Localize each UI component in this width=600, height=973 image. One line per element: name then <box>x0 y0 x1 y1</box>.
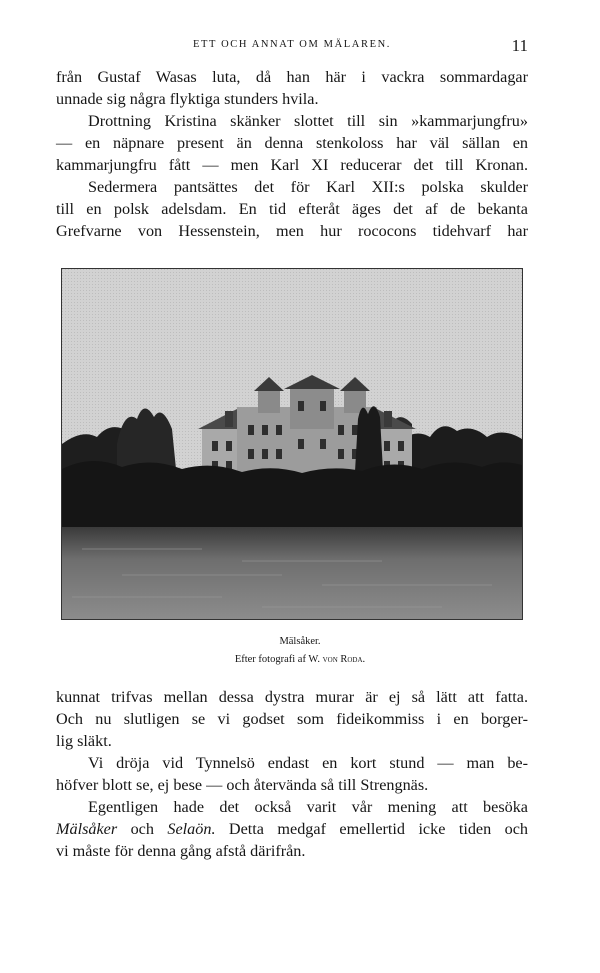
paragraph-tynnelso <box>56 752 528 796</box>
text-line: kunnat trifvas mellan dessa dystra murar är ej så lätt att fatta. <box>56 688 528 706</box>
page-number: 11 <box>511 36 528 55</box>
text-line: Vi dröja vid Tynnelsö endast en kort stund — man be- <box>88 754 528 772</box>
text-line: till en polsk adelsdam. En tid efteråt äges det af de bekanta <box>56 200 528 218</box>
place-name-malsaker: Mälsåker <box>56 820 118 838</box>
text-line: kammarjungfru fått — men Karl XI reducerar det till Kronan. <box>56 156 528 174</box>
paragraph-trifvas <box>56 686 528 752</box>
running-title: ETT OCH ANNAT OM MÄLAREN. <box>193 39 391 50</box>
text-line: från Gustaf Wasas luta, då han här i vackra sommardagar <box>56 68 528 86</box>
text-line: vi måste för denna gång afstå därifrån. <box>56 842 306 860</box>
text-line: unnade sig några flyktiga stunders hvila. <box>56 90 319 108</box>
place-name-selaon: Selaön. <box>167 820 216 838</box>
text-line: höfver blott se, ej bese — och återvända så till Strengnäs. <box>56 776 429 794</box>
text-line: Grefvarne von Hessenstein, men hur rococons tidehvarf har <box>56 222 528 240</box>
paragraph-continuation <box>56 66 528 110</box>
malsaker-photograph <box>61 268 523 620</box>
paragraph-sedermera <box>56 176 528 242</box>
text-line: — en näpnare present än denna stenkoloss har väl sällan en <box>56 134 528 152</box>
text-line <box>56 818 528 840</box>
figure-caption-title: Mälsåker. <box>279 636 321 647</box>
text-line: Och nu slutligen se vi godset som fideikommiss i en borger- <box>56 710 528 728</box>
paragraph-kristina <box>56 110 528 176</box>
caption-credit-suffix: . <box>362 654 366 665</box>
figure-caption-credit <box>0 654 600 665</box>
page-header <box>56 36 528 58</box>
paragraph-egentligen <box>56 796 528 862</box>
text-fragment: Detta medgaf emellertid icke tiden och <box>215 820 529 838</box>
text-fragment: och <box>117 820 168 838</box>
caption-credit-prefix: Efter fotografi af W. <box>234 654 320 665</box>
text-line: Drottning Kristina skänker slottet till sin »kammarjungfru» <box>88 112 528 130</box>
photographer-name: von Roda <box>322 654 363 665</box>
text-line: Egentligen hade det också varit vår mening att besöka <box>88 798 528 816</box>
text-line: Sedermera pantsättes det för Karl XII:s polska skulder <box>88 178 528 196</box>
text-line: lig släkt. <box>56 732 112 750</box>
